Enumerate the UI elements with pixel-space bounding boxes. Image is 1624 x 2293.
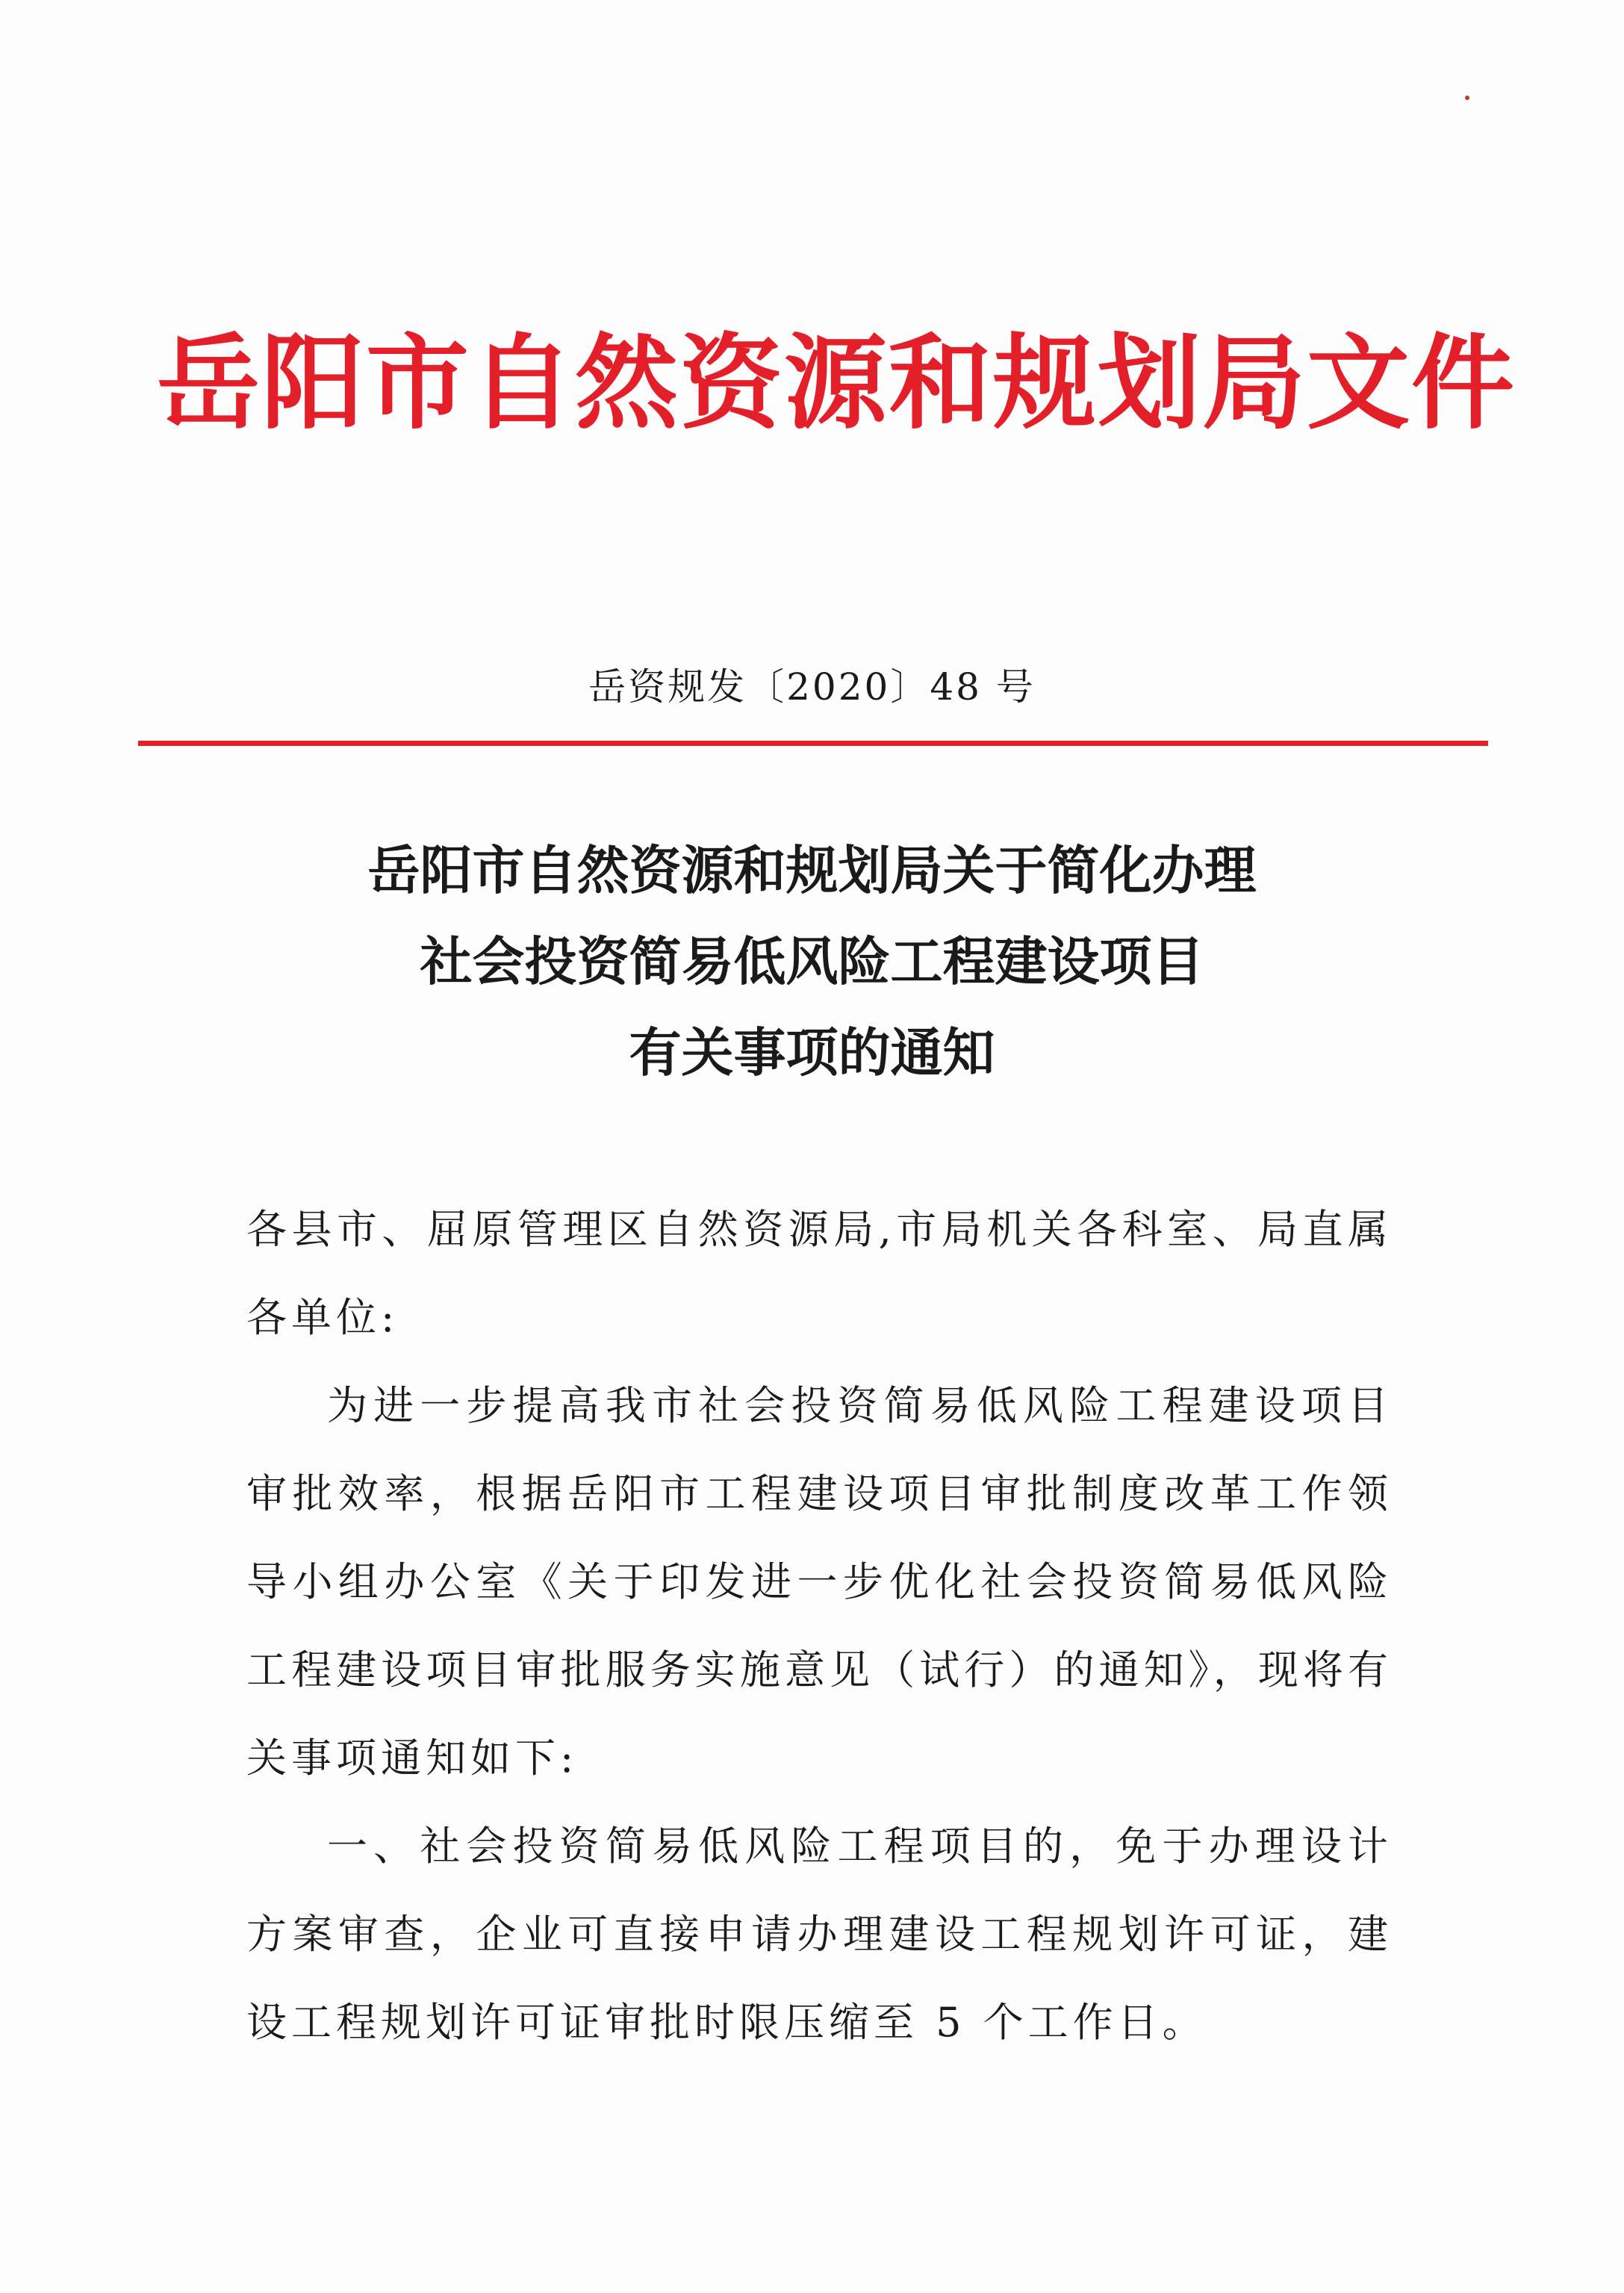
agency-header-title: 岳阳市自然资源和规划局文件 <box>157 322 1516 444</box>
body-paragraph: 为进一步提高我市社会投资简易低风险工程建设项目审批效率，根据岳阳市工程建设项目审批制度改革工作领导小组办公室《关于印发进一步优化社会投资简易低风险工程建设项目审批服务实施意见（试行）的通知》，现将有关事项通知如下: <box>246 1382 1393 1782</box>
notice-title-line: 社会投资简易低风险工程建设项目 <box>420 930 1204 992</box>
notice-body <box>246 1186 1393 2067</box>
body-paragraph: 一、社会投资简易低风险工程项目的，免于办理设计方案审查，企业可直接申请办理建设工程规划许可证，建设工程规划许可证审批时限压缩至 5 个工作日。 <box>246 1823 1393 2046</box>
notice-title-line: 岳阳市自然资源和规划局关于简化办理 <box>367 839 1257 901</box>
notice-title-line: 有关事项的通知 <box>629 1021 995 1083</box>
scan-speck <box>1465 96 1469 100</box>
red-divider-line <box>138 741 1488 746</box>
notice-title <box>0 825 1624 1098</box>
salutation: 各县市、屈原管理区自然资源局,市局机关各科室、局直属各单位: <box>246 1206 1393 1341</box>
document-number: 岳资规发〔2020〕48 号 <box>588 665 1036 709</box>
